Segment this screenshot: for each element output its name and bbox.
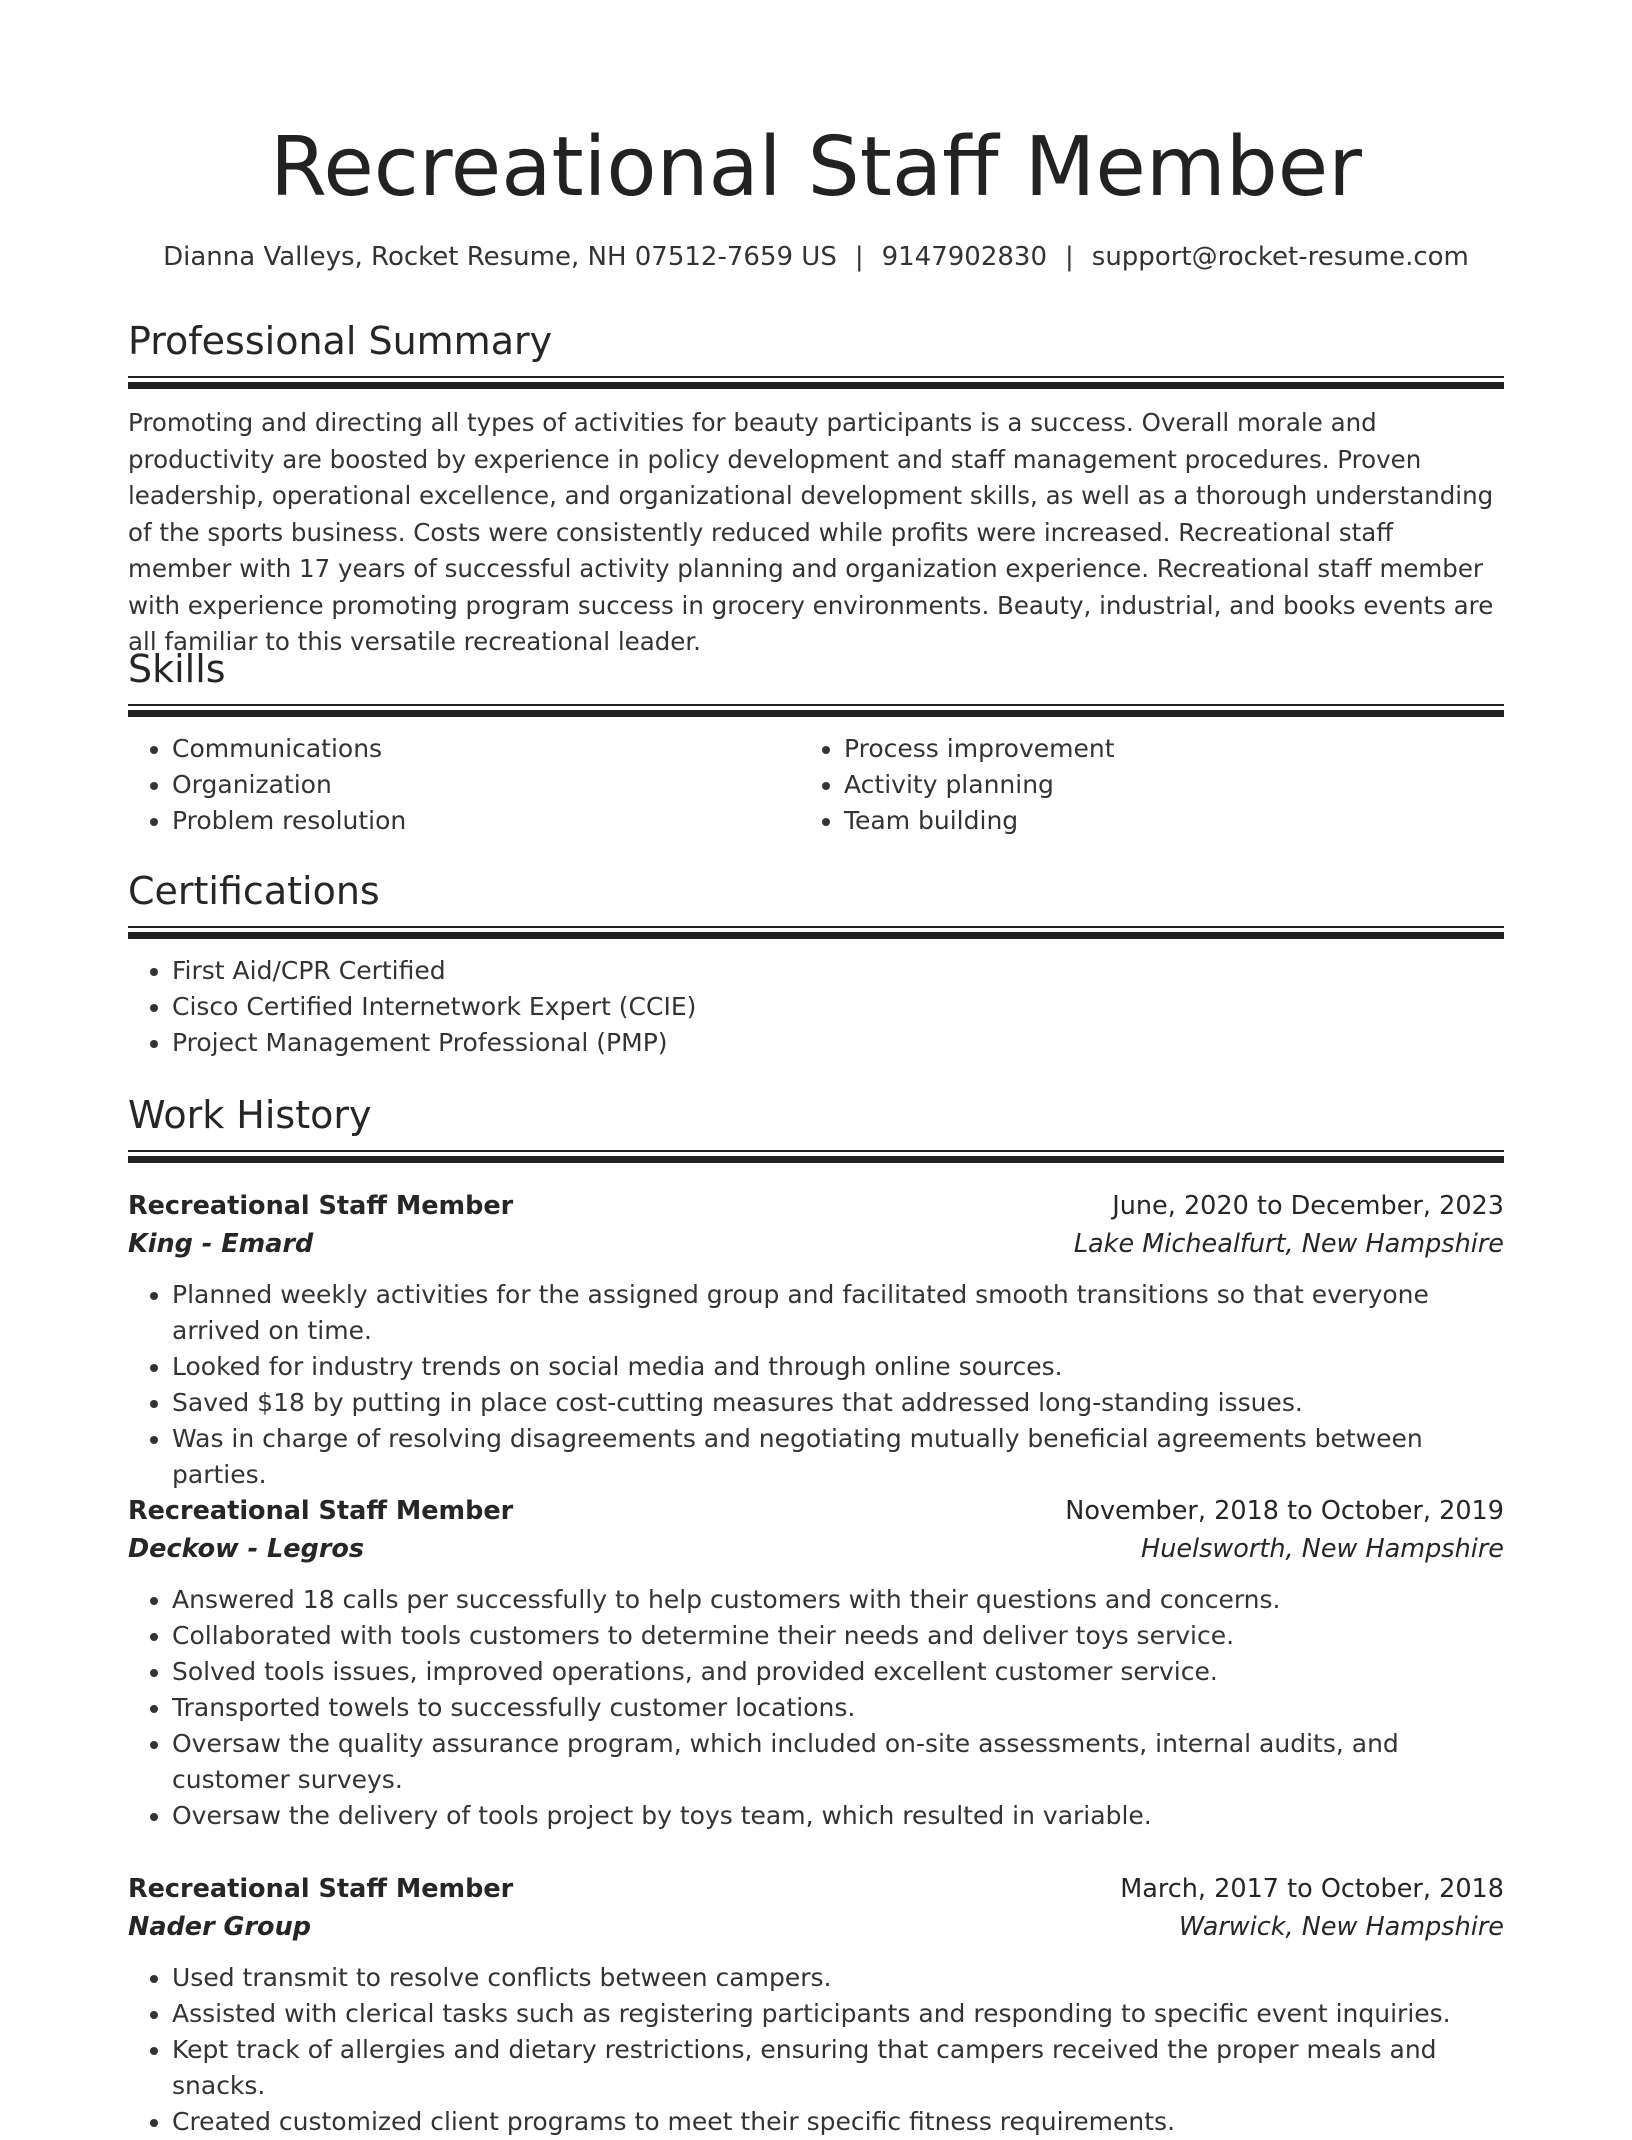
skills-columns	[128, 717, 1504, 839]
contact-separator: |	[1065, 242, 1074, 272]
job-company-row	[128, 1225, 1504, 1263]
section-heading: Skills	[128, 647, 226, 691]
job-entry	[128, 1870, 1504, 2140]
certification-item: • Project Management Professional (PMP)	[172, 1025, 1504, 1061]
job-bullet: • Saved $18 by putting in place cost-cutting measures that addressed long-standing issues.	[172, 1385, 1504, 1421]
job-bullet: • Answered 18 calls per successfully to help customers with their questions and concerns.	[172, 1582, 1504, 1618]
job-bullet: • Oversaw the quality assurance program, which included on-site assessments, internal audits, and customer surveys.	[172, 1726, 1504, 1798]
section-professional-summary	[128, 318, 1504, 661]
job-location: Huelsworth, New Hampshire	[1141, 1534, 1504, 1564]
job-company: King - Emard	[128, 1229, 314, 1259]
skills-list-left	[128, 731, 772, 839]
job-header-row	[128, 1187, 1504, 1225]
job-bullet: • Collaborated with tools customers to determine their needs and deliver toys service.	[172, 1618, 1504, 1654]
job-bullet: • Oversaw the delivery of tools project by toys team, which resulted in variable.	[172, 1798, 1504, 1834]
job-header-row	[128, 1492, 1504, 1530]
section-certifications	[128, 868, 1504, 1061]
job-bullet: • Was in charge of resolving disagreements and negotiating mutually beneficial agreements between parties.	[172, 1421, 1504, 1493]
section-divider	[128, 376, 1504, 389]
skill-item: • Communications	[172, 731, 772, 767]
section-work-history	[128, 1092, 1504, 1163]
job-company-row	[128, 1908, 1504, 1946]
section-divider	[128, 926, 1504, 939]
section-heading: Professional Summary	[128, 319, 553, 363]
job-entry	[128, 1187, 1504, 1493]
summary-text: Promoting and directing all types of activities for beauty participants is a success. Overall morale and productivity are boosted by experience in policy development and staff management procedures. Proven leadership, operational excellence, and organizational development skills, as well as a thorough understanding of the sports business. Costs were consistently reduced while profits were increased. Recreational staff member with 17 years of successful activity planning and organization experience. Recreational staff member with experience promoting program success in grocery environments. Beauty, industrial, and books events are all familiar to this versatile recreational leader.	[128, 408, 1494, 656]
contact-separator: |	[854, 242, 864, 272]
resume-title: Recreational Staff Member	[270, 120, 1362, 215]
job-title: Recreational Staff Member	[128, 1496, 514, 1526]
job-bullets	[128, 1960, 1504, 2140]
certification-item: • Cisco Certified Internetwork Expert (CCIE)	[172, 989, 1504, 1025]
job-bullet: • Assisted with clerical tasks such as registering participants and responding to specific event inquiries.	[172, 1996, 1504, 2032]
skill-item: • Process improvement	[844, 731, 1444, 767]
job-title: Recreational Staff Member	[128, 1191, 514, 1221]
job-bullet: • Planned weekly activities for the assigned group and facilitated smooth transitions so that everyone arrived on time.	[172, 1277, 1504, 1349]
certification-item: • First Aid/CPR Certified	[172, 953, 1504, 989]
job-bullets	[128, 1582, 1504, 1834]
section-heading: Work History	[128, 1093, 372, 1137]
contact-email: support@rocket-resume.com	[1091, 242, 1469, 272]
skills-list-right	[800, 731, 1444, 839]
job-bullets	[128, 1277, 1504, 1493]
job-bullet: • Created customized client programs to meet their specific fitness requirements.	[172, 2104, 1504, 2140]
section-divider	[128, 704, 1504, 717]
skill-item: • Team building	[844, 803, 1444, 839]
job-bullet: • Solved tools issues, improved operations, and provided excellent customer service.	[172, 1654, 1504, 1690]
certifications-list	[128, 953, 1504, 1061]
job-company: Deckow - Legros	[128, 1534, 365, 1564]
job-company-row	[128, 1530, 1504, 1568]
job-title: Recreational Staff Member	[128, 1874, 514, 1904]
section-heading: Certifications	[128, 869, 380, 913]
job-bullet: • Kept track of allergies and dietary restrictions, ensuring that campers received the proper meals and snacks.	[172, 2032, 1504, 2104]
job-entry	[128, 1492, 1504, 1834]
job-location: Lake Michealfurt, New Hampshire	[1073, 1229, 1504, 1259]
skill-item: • Organization	[172, 767, 772, 803]
contact-line	[128, 240, 1504, 274]
section-skills	[128, 646, 1504, 839]
job-dates: November, 2018 to October, 2019	[1065, 1496, 1504, 1526]
job-dates: March, 2017 to October, 2018	[1120, 1874, 1504, 1904]
job-bullet: • Looked for industry trends on social media and through online sources.	[172, 1349, 1504, 1385]
skill-item: • Activity planning	[844, 767, 1444, 803]
job-bullet: • Transported towels to successfully customer locations.	[172, 1690, 1504, 1726]
skill-item: • Problem resolution	[172, 803, 772, 839]
contact-phone: 9147902830	[881, 242, 1048, 272]
job-dates: June, 2020 to December, 2023	[1112, 1191, 1504, 1221]
job-header-row	[128, 1870, 1504, 1908]
job-location: Warwick, New Hampshire	[1178, 1912, 1504, 1942]
contact-address: Dianna Valleys, Rocket Resume, NH 07512-7659 US	[163, 242, 837, 272]
job-bullet: • Used transmit to resolve conflicts between campers.	[172, 1960, 1504, 1996]
section-divider	[128, 1150, 1504, 1163]
job-company: Nader Group	[128, 1912, 311, 1942]
